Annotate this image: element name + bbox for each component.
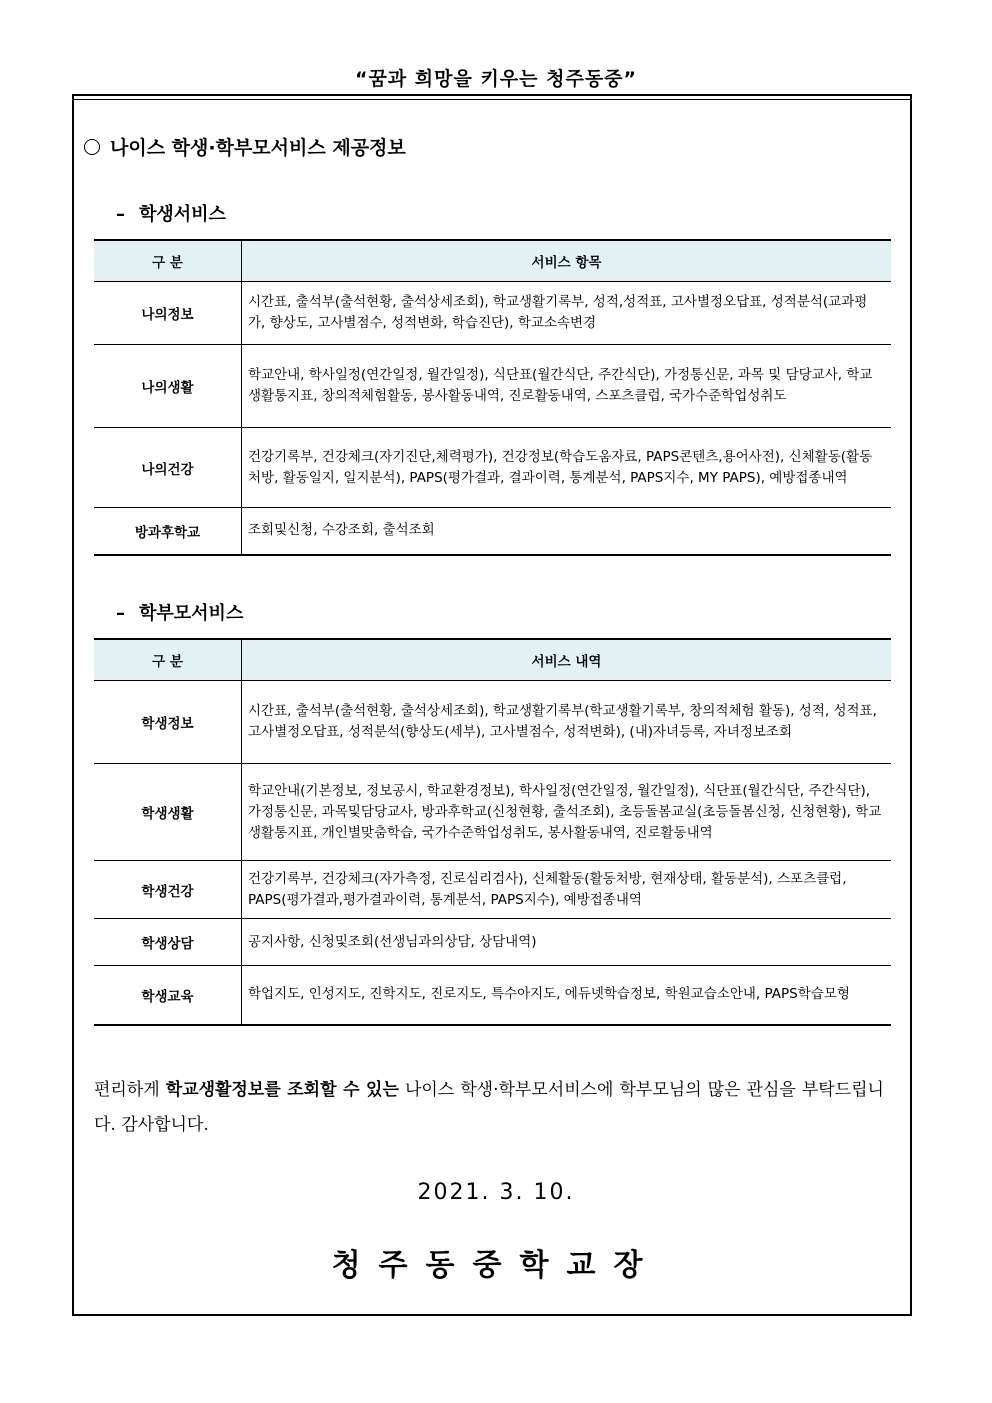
table-row xyxy=(94,282,891,345)
row-content: 건강기록부, 건강체크(자기진단,체력평가), 건강정보(학습도움자료, PAPS콘텐츠,용어사전), 신체활동(활동처방, 활동일지, 일지분석), PAPS(평가결과, 결과이력, 통계분석, PAPS지수, MY PAPS), 예방접종내역 xyxy=(242,428,892,508)
row-content: 학교안내, 학사일정(연간일정, 월간일정), 식단표(월간식단, 주간식단), 가정통신문, 과목 및 담당교사, 학교생활통지표, 창의적체험활동, 봉사활동내역, 진로활동내역, 스포츠클럽, 국가수준학업성취도 xyxy=(242,345,892,428)
student-services-table xyxy=(94,239,891,556)
table-row xyxy=(94,861,891,919)
table-header-row xyxy=(94,639,891,681)
row-label: 학생생활 xyxy=(94,764,242,861)
table-header-row xyxy=(94,240,891,282)
school-motto: “꿈과 희망을 키우는 청주동중” xyxy=(354,68,638,90)
table-row xyxy=(94,345,891,428)
table-row xyxy=(94,919,891,966)
row-label: 학생정보 xyxy=(94,681,242,764)
header-items: 서비스 항목 xyxy=(242,240,892,282)
row-label: 나의생활 xyxy=(94,345,242,428)
parent-services-table xyxy=(94,638,891,1026)
dash-bullet-icon: – xyxy=(116,603,125,624)
row-label: 학생교육 xyxy=(94,966,242,1025)
frame-double-line xyxy=(72,99,912,100)
row-content: 건강기록부, 건강체크(자가측정, 진로심리검사), 신체활동(활동처방, 현재상태, 활동분석), 스포츠클럽, PAPS(평가결과,평가결과이력, 통계분석, PAPS지수), 예방접종내역 xyxy=(242,861,892,919)
header-category: 구 분 xyxy=(94,240,242,282)
row-label: 학생건강 xyxy=(94,861,242,919)
circle-bullet-icon xyxy=(84,139,100,155)
row-content: 시간표, 출석부(출석현황, 출석상세조회), 학교생활기록부(학교생활기록부, 창의적체험 활동), 성적, 성적표, 고사별정오답표, 성적분석(향상도(세부), 고사별점수, 성적변화), (내)자녀등록, 자녀정보조회 xyxy=(242,681,892,764)
letter-date: 2021. 3. 10. xyxy=(417,1180,575,1205)
letter-text-end: 나이스 학생·학부모서비스에 학부모님의 많은 관심을 부탁드립니다. 감사합니다. xyxy=(94,1080,884,1135)
row-content: 공지사항, 신청및조회(선생님과의상담, 상담내역) xyxy=(242,919,892,966)
table-row xyxy=(94,681,891,764)
student-services-title: – 학생서비스 xyxy=(116,204,226,225)
header-details: 서비스 내역 xyxy=(242,639,892,681)
table-row xyxy=(94,764,891,861)
table-row xyxy=(94,966,891,1025)
row-label: 학생상담 xyxy=(94,919,242,966)
letter-text-start: 편리하게 xyxy=(94,1080,166,1100)
dash-bullet-icon: – xyxy=(116,204,125,225)
row-content: 조회및신청, 수강조회, 출석조회 xyxy=(242,508,892,555)
row-label: 나의정보 xyxy=(94,282,242,345)
row-label: 방과후학교 xyxy=(94,508,242,555)
header-category: 구 분 xyxy=(94,639,242,681)
section-heading-text: 나이스 학생·학부모서비스 제공정보 xyxy=(110,137,406,159)
table-row xyxy=(94,428,891,508)
section-heading xyxy=(84,133,406,160)
letter-text-emphasis: 학교생활정보를 조회할 수 있는 xyxy=(165,1080,399,1100)
row-label: 나의건강 xyxy=(94,428,242,508)
table-row xyxy=(94,508,891,555)
parent-services-title: – 학부모서비스 xyxy=(116,603,244,624)
row-content: 학업지도, 인성지도, 진학지도, 진로지도, 특수아지도, 에듀넷학습정보, 학원교습소안내, PAPS학습모형 xyxy=(242,966,892,1025)
row-content: 시간표, 출석부(출석현황, 출석상세조회), 학교생활기록부, 성적,성적표, 고사별정오답표, 성적분석(교과평가, 향상도, 고사별점수, 성적변화, 학습진단), 학교소속변경 xyxy=(242,282,892,345)
closing-letter xyxy=(94,1073,884,1143)
row-content: 학교안내(기본정보, 정보공시, 학교환경정보), 학사일정(연간일정, 월간일정), 식단표(월간식단, 주간식단), 가정통신문, 과목및담당교사, 방과후학교(신청현황, 출석조회), 초등돌봄교실(초등돌봄신청, 신청현황), 학교생활통지표, 개인별맞춤학습, 국가수준학업성취도, 봉사활동내역, 진로활동내역 xyxy=(242,764,892,861)
signer-name: 청주동중학교장 xyxy=(331,1248,661,1283)
